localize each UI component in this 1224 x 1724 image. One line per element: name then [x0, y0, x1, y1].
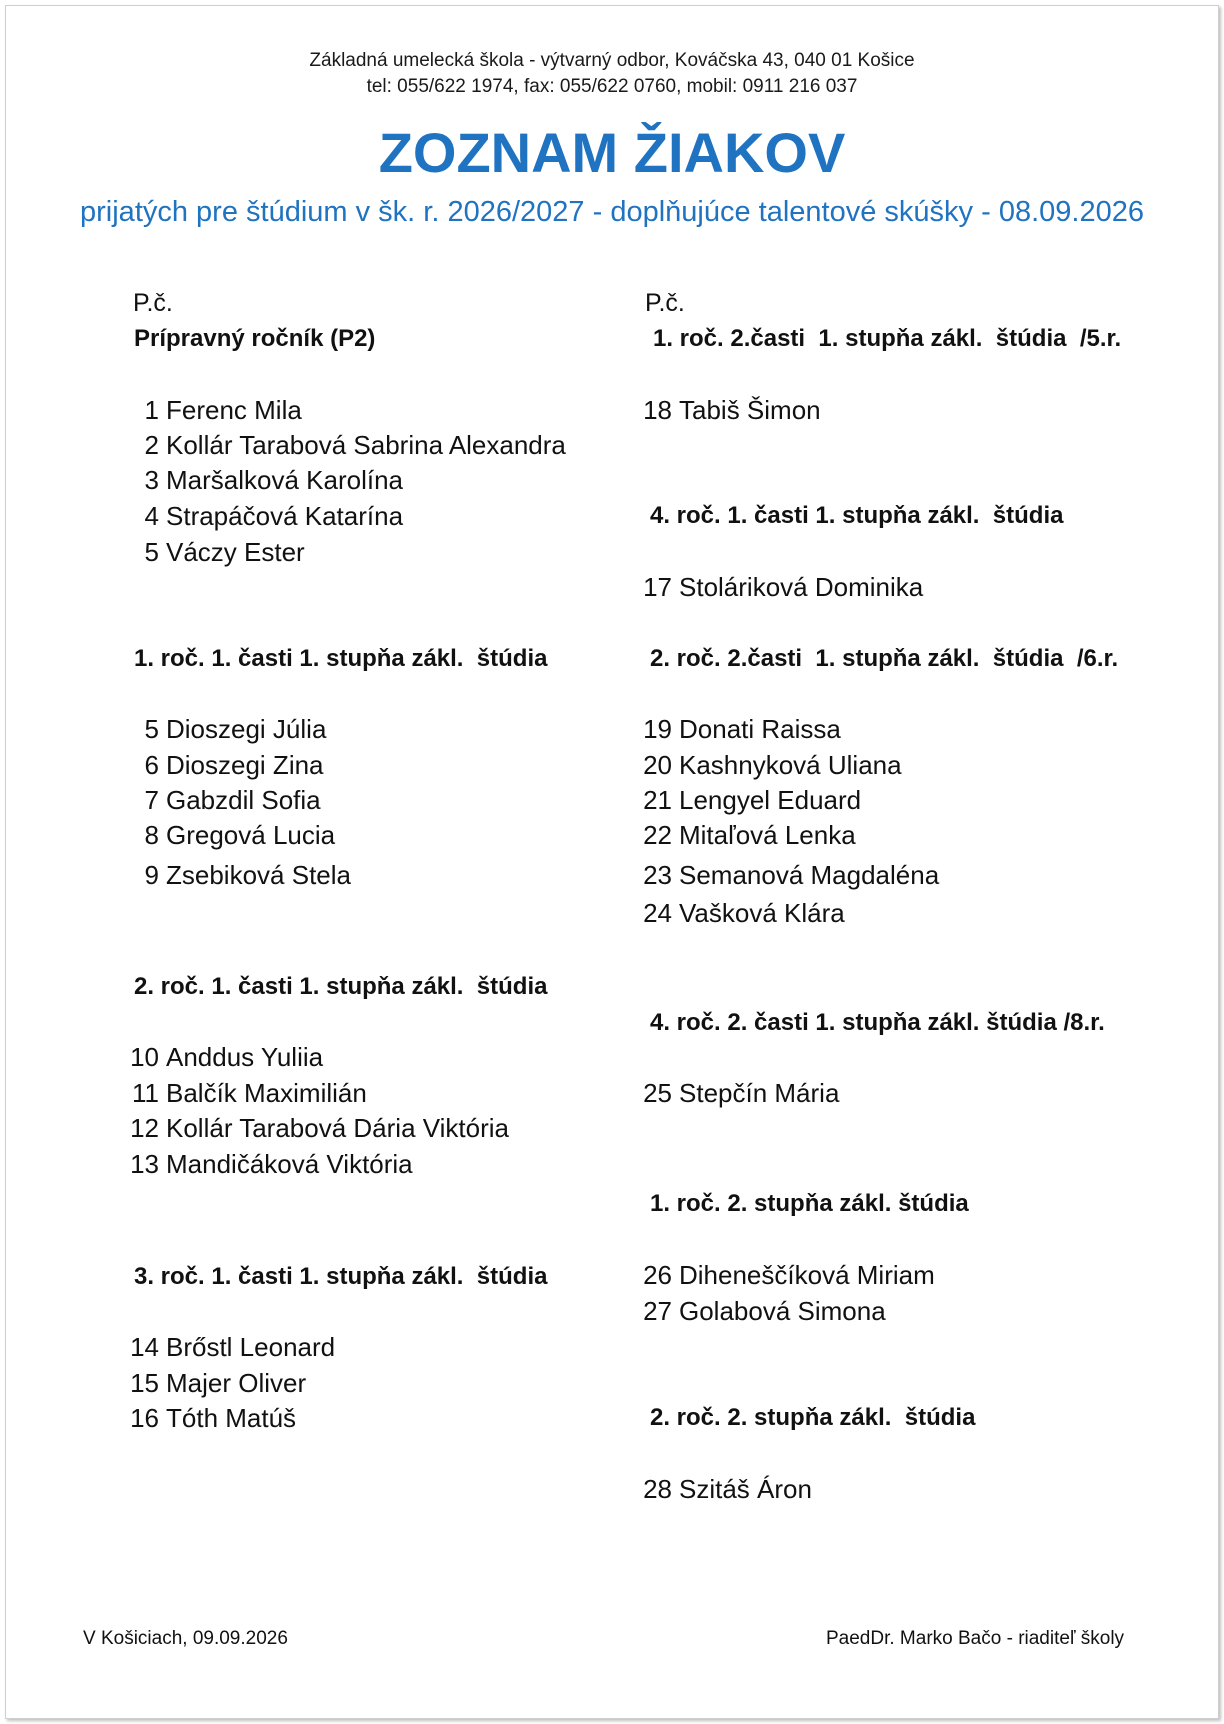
student-row	[626, 898, 845, 929]
section-heading: 3. roč. 1. časti 1. stupňa zákl. štúdia	[134, 1263, 548, 1290]
left-column-number-header: P.č.	[133, 289, 173, 317]
student-number: 13	[130, 1149, 159, 1179]
section-heading: 1. roč. 2. stupňa zákl. štúdia	[650, 1190, 969, 1217]
student-name: Majer Oliver	[166, 1368, 307, 1398]
student-name: Kollár Tarabová Dária Viktória	[166, 1113, 509, 1143]
school-address: Základná umelecká škola - výtvarný odbor, Kováčska 43, 040 01 Košice	[309, 50, 915, 71]
student-row	[626, 1296, 886, 1327]
student-name: Zsebiková Stela	[166, 860, 351, 890]
student-name: Donati Raissa	[679, 714, 841, 744]
student-number: 2	[144, 430, 159, 460]
student-number: 15	[130, 1368, 159, 1398]
student-name: Stoláriková Dominika	[679, 572, 924, 602]
page-subtitle: prijatých pre štúdium v šk. r. 2026/2027 - doplňujúce talentové skúšky - 08.09.2026	[80, 196, 1144, 228]
student-name: Mitaľová Lenka	[679, 820, 856, 850]
student-name: Vašková Klára	[679, 898, 845, 928]
student-name: Stepčín Mária	[679, 1078, 840, 1108]
student-row	[626, 1260, 935, 1291]
student-row	[626, 1474, 812, 1505]
student-number: 5	[144, 537, 159, 567]
student-name: Golabová Simona	[679, 1296, 886, 1326]
student-row	[626, 572, 923, 603]
student-row	[113, 1332, 335, 1363]
student-number: 24	[643, 898, 672, 928]
student-row	[113, 395, 302, 426]
student-number: 10	[130, 1042, 159, 1072]
student-number: 11	[132, 1078, 159, 1108]
student-name: Brőstl Leonard	[166, 1332, 336, 1362]
student-name: Váczy Ester	[166, 537, 305, 567]
student-name: Dioszegi Júlia	[166, 714, 327, 744]
student-name: Dioszegi Zina	[166, 750, 324, 780]
student-number: 17	[643, 572, 672, 602]
signature-line: PaedDr. Marko Bačo - riaditeľ školy	[826, 1628, 1125, 1649]
student-name: Szitáš Áron	[679, 1474, 812, 1504]
student-name: Anddus Yuliia	[166, 1042, 324, 1072]
student-name: Kollár Tarabová Sabrina Alexandra	[166, 430, 566, 460]
student-row	[113, 1149, 413, 1180]
student-number: 1	[144, 395, 159, 425]
student-name: Strapáčová Katarína	[166, 501, 404, 531]
section-heading: 2. roč. 2.časti 1. stupňa zákl. štúdia /6.r.	[650, 645, 1119, 672]
student-row	[113, 1078, 367, 1109]
student-name: Gabzdil Sofia	[166, 785, 321, 815]
student-name: Ferenc Mila	[166, 395, 302, 425]
student-number: 18	[643, 395, 672, 425]
student-number: 7	[144, 785, 159, 815]
student-row	[113, 465, 403, 496]
student-number: 4	[144, 501, 159, 531]
student-name: Mandičáková Viktória	[166, 1149, 413, 1179]
student-name: Lengyel Eduard	[679, 785, 862, 815]
student-name: Tabiš Šimon	[679, 395, 821, 425]
student-row	[626, 820, 856, 851]
student-number: 20	[643, 750, 672, 780]
student-name: Balčík Maximilián	[166, 1078, 367, 1108]
student-row	[113, 1042, 323, 1073]
student-number: 5	[144, 714, 159, 744]
student-row	[626, 785, 861, 816]
student-number: 26	[643, 1260, 672, 1290]
student-row	[626, 860, 939, 891]
student-row	[626, 750, 902, 781]
student-number: 27	[643, 1296, 672, 1326]
student-number: 3	[144, 465, 159, 495]
student-row	[113, 860, 351, 891]
student-row	[113, 1113, 509, 1144]
student-number: 19	[643, 714, 672, 744]
section-heading: 2. roč. 1. časti 1. stupňa zákl. štúdia	[134, 973, 548, 1000]
student-number: 21	[643, 785, 672, 815]
student-name: Gregová Lucia	[166, 820, 336, 850]
section-heading: Prípravný ročník (P2)	[134, 325, 376, 352]
student-number: 8	[144, 820, 159, 850]
student-number: 23	[643, 860, 672, 890]
place-and-date: V Košiciach, 09.09.2026	[83, 1628, 288, 1649]
section-heading: 1. roč. 1. časti 1. stupňa zákl. štúdia	[134, 645, 548, 672]
student-number: 22	[643, 820, 672, 850]
student-number: 25	[643, 1078, 672, 1108]
student-row	[113, 501, 403, 532]
right-column-number-header: P.č.	[645, 289, 685, 317]
student-number: 14	[130, 1332, 159, 1362]
student-number: 9	[144, 860, 159, 890]
student-row	[113, 785, 321, 816]
section-heading: 1. roč. 2.časti 1. stupňa zákl. štúdia /5.r.	[653, 325, 1122, 352]
student-name: Maršalková Karolína	[166, 465, 403, 495]
page-title: ZOZNAM ŽIAKOV	[378, 121, 846, 184]
student-name: Kashnyková Uliana	[679, 750, 902, 780]
student-row	[113, 1403, 296, 1434]
student-name: Diheneščíková Miriam	[679, 1260, 935, 1290]
student-row	[626, 1078, 839, 1109]
student-row	[113, 750, 324, 781]
student-row	[113, 537, 305, 568]
section-heading: 2. roč. 2. stupňa zákl. štúdia	[650, 1404, 976, 1431]
student-row	[626, 714, 841, 745]
student-number: 6	[144, 750, 159, 780]
student-name: Tóth Matúš	[166, 1403, 297, 1433]
student-row	[113, 714, 326, 745]
section-heading: 4. roč. 2. časti 1. stupňa zákl. štúdia /8.r.	[650, 1009, 1105, 1036]
school-contacts: tel: 055/622 1974, fax: 055/622 0760, mobil: 0911 216 037	[366, 76, 858, 97]
student-row	[113, 430, 566, 461]
section-heading: 4. roč. 1. časti 1. stupňa zákl. štúdia	[650, 502, 1064, 529]
student-name: Semanová Magdaléna	[679, 860, 940, 890]
student-number: 16	[130, 1403, 159, 1433]
student-number: 28	[643, 1474, 672, 1504]
student-row	[113, 820, 335, 851]
student-row	[626, 395, 821, 426]
student-row	[113, 1368, 306, 1399]
student-number: 12	[130, 1113, 159, 1143]
